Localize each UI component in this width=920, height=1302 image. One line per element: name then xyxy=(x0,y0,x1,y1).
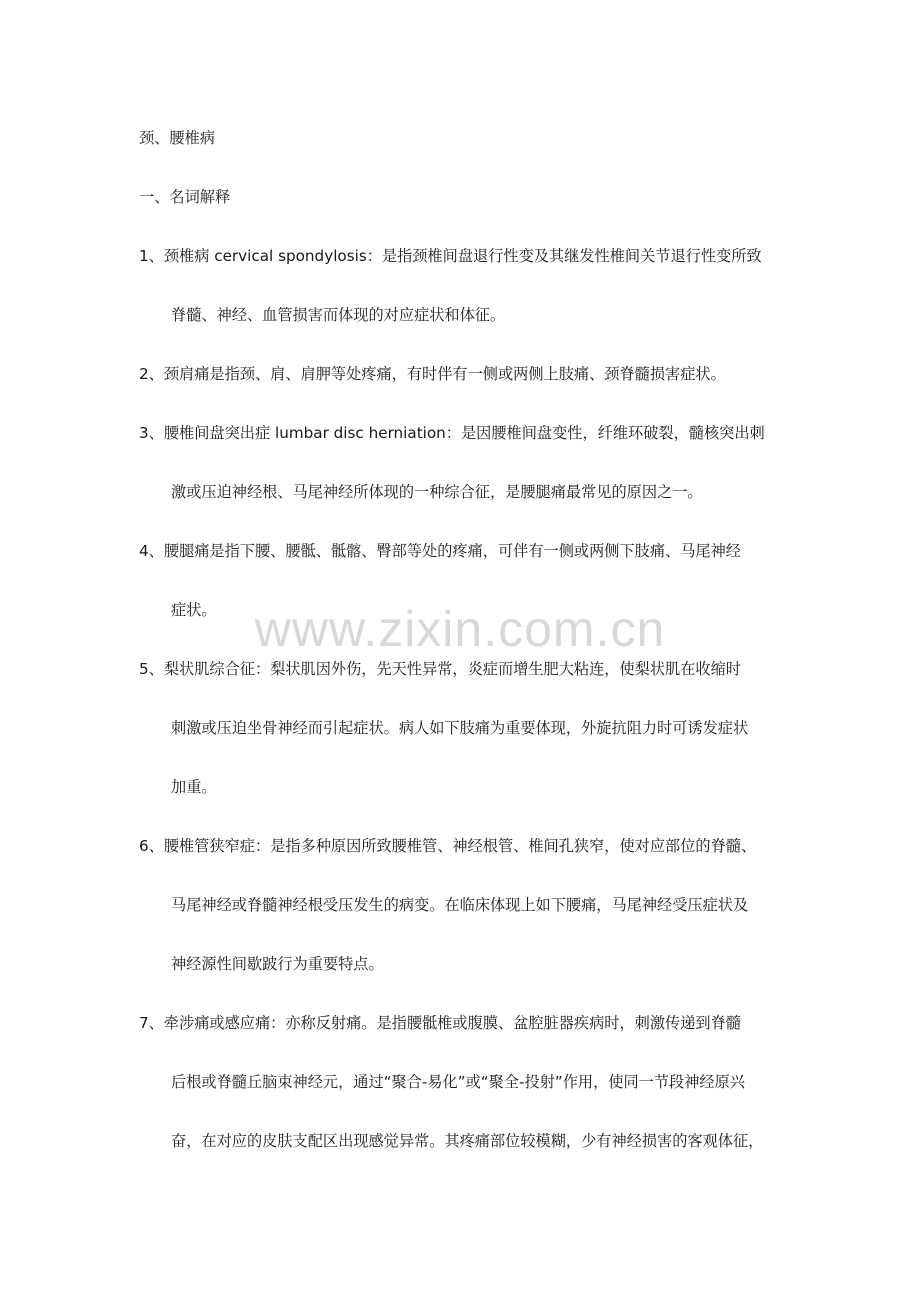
entry-line: 奋，在对应的皮肤支配区出现感觉异常。其疼痛部位较模糊，少有神经损害的客观体征， xyxy=(171,1132,764,1150)
term-entry xyxy=(139,1006,789,1159)
section-heading: 一、名词解释 xyxy=(139,188,231,206)
entry-line: 1、颈椎病 cervical spondylosis：是指颈椎间盘退行性变及其继发性椎间关节退行性变所致 xyxy=(139,247,762,265)
term-entry xyxy=(139,652,789,805)
term-entry xyxy=(139,534,789,628)
term-entry xyxy=(139,416,789,510)
entry-line: 刺激或压迫坐骨神经而引起症状。病人如下肢痛为重要体现，外旋抗阻力时可诱发症状 xyxy=(171,719,749,737)
entry-line: 3、腰椎间盘突出症 lumbar disc herniation：是因腰椎间盘变性，纤维环破裂，髓核突出刺 xyxy=(139,424,765,442)
entry-line: 马尾神经或脊髓神经根受压发生的病变。在临床体现上如下腰痛，马尾神经受压症状及 xyxy=(171,896,749,914)
entry-line: 7、牵涉痛或感应痛：亦称反射痛。是指腰骶椎或腹膜、盆腔脏器疾病时，刺激传递到脊髓 xyxy=(139,1014,741,1032)
entry-line: 加重。 xyxy=(171,778,217,796)
entry-line: 激或压迫神经根、马尾神经所体现的一种综合征，是腰腿痛最常见的原因之一。 xyxy=(171,483,703,501)
term-entry xyxy=(139,239,789,333)
entry-line: 神经源性间歇跛行为重要特点。 xyxy=(171,955,384,973)
entry-line: 5、梨状肌综合征：梨状肌因外伤，先天性异常，炎症而增生肥大粘连，使梨状肌在收缩时 xyxy=(139,660,741,678)
document-title: 颈、腰椎病 xyxy=(139,129,215,147)
entry-line: 症状。 xyxy=(171,601,217,619)
term-entry xyxy=(139,829,789,982)
watermark: www.zixin.com.cn xyxy=(254,601,666,657)
document-body xyxy=(139,121,789,1183)
term-entry xyxy=(139,357,789,392)
entry-line: 后根或脊髓丘脑束神经元，通过“聚合-易化”或“聚全-投射”作用，使同一节段神经原兴 xyxy=(171,1073,745,1091)
entry-line: 脊髓、神经、血管损害而体现的对应症状和体征。 xyxy=(171,306,506,324)
entry-line: 4、腰腿痛是指下腰、腰骶、骶髂、臀部等处的疼痛，可伴有一侧或两侧下肢痛、马尾神经 xyxy=(139,542,741,560)
entry-line: 6、腰椎管狭窄症：是指多种原因所致腰椎管、神经根管、椎间孔狭窄，使对应部位的脊髓、 xyxy=(139,837,757,855)
entry-line: 2、颈肩痛是指颈、肩、肩胛等处疼痛，有时伴有一侧或两侧上肢痛、颈脊髓损害症状。 xyxy=(139,365,726,383)
